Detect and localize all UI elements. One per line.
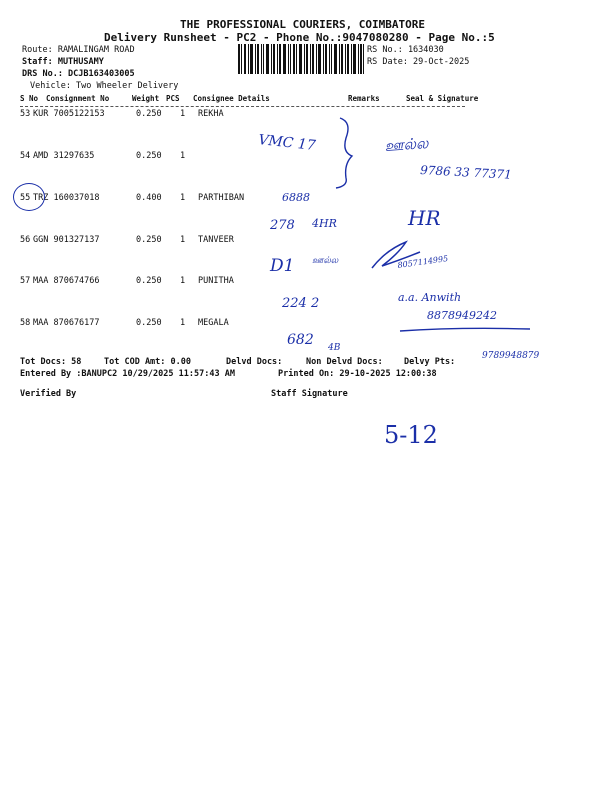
table-row xyxy=(20,193,580,205)
row-consignee: TANVEER xyxy=(198,235,234,245)
header-divider xyxy=(20,106,465,107)
hw-r53-remark: VMC 17 xyxy=(257,132,317,154)
table-row xyxy=(20,151,580,163)
hw-r55-b: 278 xyxy=(270,218,295,233)
tot-cod: Tot COD Amt: 0.00 xyxy=(104,357,191,367)
delvy-pts: Delvy Pts: xyxy=(404,357,456,367)
rs-number: RS No.: 1634030 xyxy=(367,45,444,55)
col-consignment: Consignment No xyxy=(46,94,110,103)
row-consignment: MAA 870674766 xyxy=(33,276,100,286)
col-pcs: PCS xyxy=(166,94,180,103)
row-sno: 54 xyxy=(20,151,31,161)
hw-r57-phone: 8878949242 xyxy=(427,309,497,322)
row-pcs: 1 xyxy=(180,193,186,203)
table-row xyxy=(20,109,580,121)
row-consignee: REKHA xyxy=(198,109,224,119)
row-weight: 0.400 xyxy=(136,193,162,203)
row-pcs: 1 xyxy=(180,151,186,161)
hw-r55-a: 6888 xyxy=(282,191,310,204)
row-sno: 55 xyxy=(20,193,31,203)
hw-r58-sig: 9789948879 xyxy=(482,351,540,361)
row-pcs: 1 xyxy=(180,276,186,286)
row-weight: 0.250 xyxy=(136,151,162,161)
staff-label: Staff: MUTHUSAMY xyxy=(22,57,104,67)
row-weight: 0.250 xyxy=(136,109,162,119)
row-pcs: 1 xyxy=(180,318,186,328)
staff-signature: Staff Signature xyxy=(271,389,348,399)
hw-r58-a: 682 xyxy=(287,332,314,348)
row-weight: 0.250 xyxy=(136,318,162,328)
col-weight: Weight xyxy=(132,94,160,103)
column-headers xyxy=(20,94,580,106)
row-sno: 57 xyxy=(20,276,31,286)
table-row xyxy=(20,276,580,288)
row-weight: 0.250 xyxy=(136,276,162,286)
vehicle-label: Vehicle: Two Wheeler Delivery xyxy=(30,81,179,91)
runsheet-subtitle: Delivery Runsheet - PC2 - Phone No.:9047080280 - Page No.:5 xyxy=(104,31,495,44)
row-55-circle-mark xyxy=(13,183,45,211)
hw-page-note: 5-12 xyxy=(384,421,438,449)
col-consignee: Consignee Details xyxy=(193,94,270,103)
hw-r58-b: 4B xyxy=(328,343,341,353)
row-consignment: AMD 31297635 xyxy=(33,151,95,161)
row-weight: 0.250 xyxy=(136,235,162,245)
verified-by: Verified By xyxy=(20,389,77,399)
row-sno: 53 xyxy=(20,109,31,119)
non-delvd-docs: Non Delvd Docs: xyxy=(306,357,383,367)
hw-r56-b: ஊல்ல xyxy=(312,256,339,266)
row-pcs: 1 xyxy=(180,109,186,119)
hw-r55-d: HR xyxy=(408,206,441,230)
entered-by: Entered By :BANUPC2 10/29/2025 11:57:43 AM xyxy=(20,369,235,379)
hw-r57-a: a.a. Anwith xyxy=(398,291,462,304)
hw-r55-c: 4HR xyxy=(312,217,337,230)
delvd-docs: Delvd Docs: xyxy=(226,357,283,367)
row-sno: 58 xyxy=(20,318,31,328)
hw-r56-a: D1 xyxy=(270,256,295,276)
col-seal: Seal & Signature xyxy=(406,94,479,103)
row-consignment: KUR 7005122153 xyxy=(33,109,105,119)
col-sno: S No xyxy=(20,94,39,103)
rs-date: RS Date: 29-Oct-2025 xyxy=(367,57,470,67)
row-consignee: MEGALA xyxy=(198,318,229,328)
table-row xyxy=(20,318,580,330)
row-consignment: GGN 901327137 xyxy=(33,235,100,245)
hw-r57-num: 224 2 xyxy=(282,296,320,311)
col-remarks: Remarks xyxy=(348,94,380,103)
tot-docs: Tot Docs: 58 xyxy=(20,357,82,367)
printed-on: Printed On: 29-10-2025 12:00:38 xyxy=(278,369,437,379)
row-consignee: PARTHIBAN xyxy=(198,193,245,203)
row-consignment: MAA 870676177 xyxy=(33,318,100,328)
company-title: THE PROFESSIONAL COURIERS, COIMBATORE xyxy=(180,18,426,31)
hw-r54-sig: ஊல்ல xyxy=(384,133,429,155)
route-label: Route: RAMALINGAM ROAD xyxy=(22,45,135,55)
hw-r54-phone: 9786 33 77371 xyxy=(419,163,513,182)
row-pcs: 1 xyxy=(180,235,186,245)
row-consignee: PUNITHA xyxy=(198,276,234,286)
drs-label: DRS No.: DCJB163403005 xyxy=(22,69,135,79)
row-consignment: TRZ 160037018 xyxy=(33,193,100,203)
hw-r56-c: 8057114995 xyxy=(397,253,449,270)
table-row xyxy=(20,235,580,247)
barcode xyxy=(238,44,364,74)
row-sno: 56 xyxy=(20,235,31,245)
